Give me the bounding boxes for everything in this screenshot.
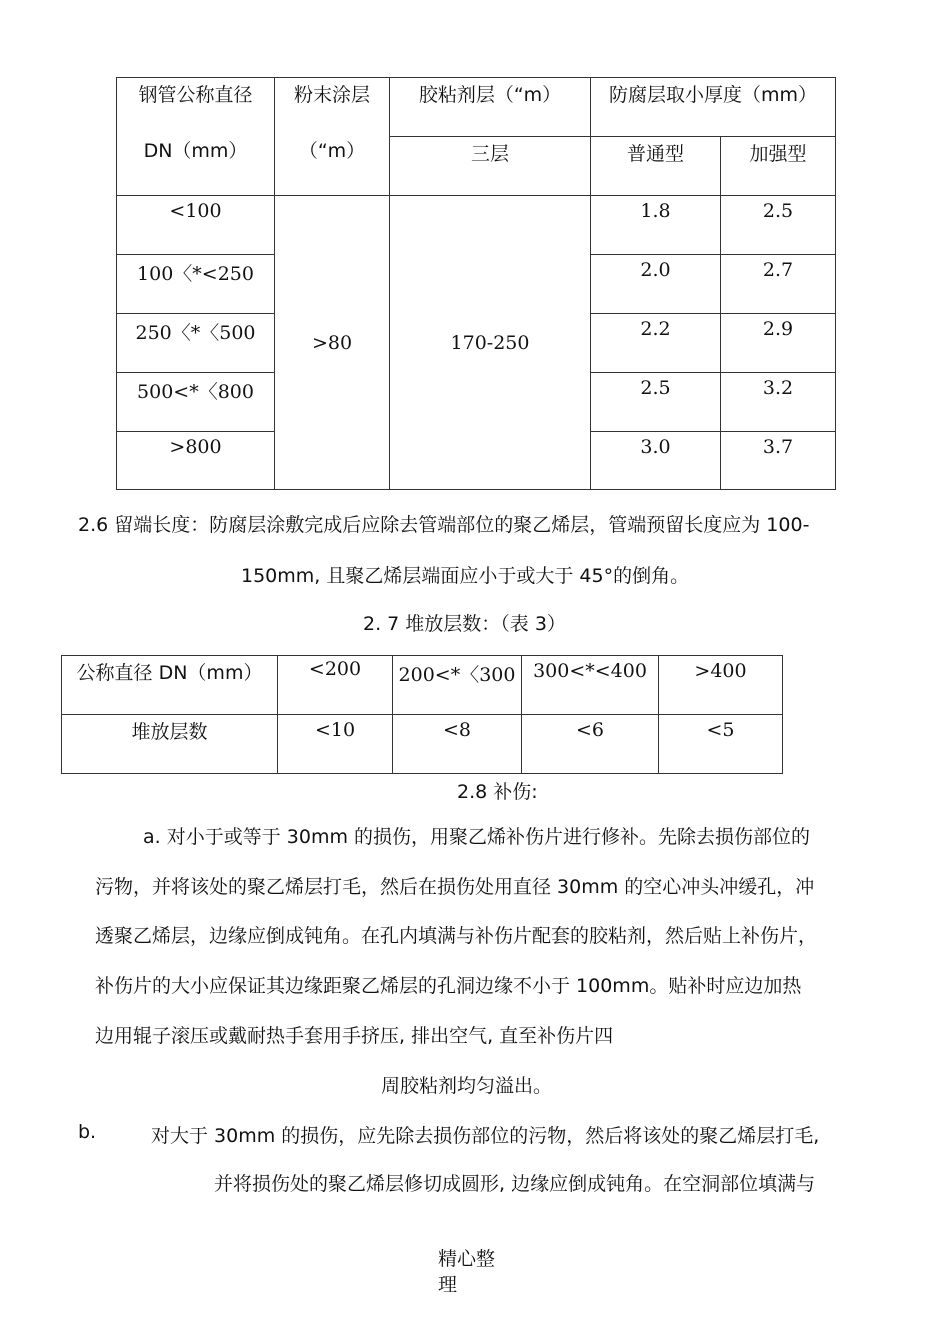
header-strong-cell: [721, 137, 836, 196]
normal-cell: [591, 196, 721, 255]
dn-cell: [117, 432, 275, 490]
normal-cell: [591, 432, 721, 490]
dn-value: 100〈*<250: [137, 263, 254, 285]
para-b-line2: 并将损伤处的聚乙烯层修切成圆形, 边缘应倒成钝角。在空洞部位填满与: [214, 1173, 816, 1195]
table-cell: [393, 715, 522, 774]
header-dn-line1: 钢管公称直径: [138, 84, 253, 106]
para-a-line4: 补伤片的大小应保证其边缘距聚乙烯层的孔洞边缘不小于 100mm。贴补时应边加热: [95, 975, 802, 997]
adhesive-value: 170-250: [450, 331, 530, 354]
cell-text: 堆放层数: [131, 721, 208, 743]
dn-value: <100: [169, 200, 222, 222]
para-a-line6: 周胶粘剂均匀溢出。: [381, 1075, 553, 1097]
strong-cell: [721, 432, 836, 490]
table-cell: [659, 715, 783, 774]
table-row: [117, 196, 836, 255]
para-b-line1: 对大于 30mm 的损伤，应先除去损伤部位的污物，然后将该处的聚乙烯层打毛,: [151, 1125, 820, 1147]
dn-value: 500<*〈800: [137, 381, 254, 403]
coating-thickness-table: [116, 77, 836, 490]
table-row: [62, 715, 783, 774]
table-cell: [278, 715, 393, 774]
heading-2-8: 2.8 补伤:: [457, 781, 538, 803]
footer-line1: 精心整: [438, 1248, 496, 1270]
dn-cell: [117, 373, 275, 432]
cell-text: <6: [575, 719, 604, 741]
dn-cell: [117, 255, 275, 314]
powder-cell: [275, 196, 390, 490]
header-dn-line2: DN（mm）: [143, 140, 248, 162]
header-powder-line1: 粉末涂层: [293, 84, 370, 106]
strong-cell: [721, 255, 836, 314]
table-cell: [522, 656, 659, 715]
table-cell: [62, 656, 278, 715]
normal-value: 2.0: [640, 259, 671, 281]
strong-value: 3.2: [762, 377, 794, 399]
table-cell: [278, 656, 393, 715]
dn-value: >800: [169, 436, 222, 458]
para-a-line3: 透聚乙烯层，边缘应倒成钝角。在孔内填满与补伤片配套的胶粘剂，然后贴上补伤片，: [95, 925, 818, 947]
strong-value: 2.9: [762, 318, 794, 340]
header-thickness-cell: [591, 78, 836, 137]
strong-value: 3.7: [762, 436, 794, 458]
strong-value: 2.7: [762, 259, 794, 281]
header-three-layer: 三层: [470, 143, 509, 165]
heading-2-7: 2. 7 堆放层数：（表 3）: [363, 613, 566, 635]
header-adhesive-line1: 胶粘剂层（“m）: [418, 84, 562, 106]
cell-text: <200: [308, 658, 362, 680]
table-cell: [659, 656, 783, 715]
dn-cell: [117, 196, 275, 255]
strong-cell: [721, 314, 836, 373]
para-b-label: b.: [78, 1121, 97, 1143]
powder-value: >80: [311, 331, 353, 354]
para-a-line1: a. 对小于或等于 30mm 的损伤，用聚乙烯补伤片进行修补。先除去损伤部位的: [143, 826, 810, 848]
header-three-layer-cell: [390, 137, 591, 196]
cell-text: 200<*〈300: [398, 664, 516, 686]
header-normal: 普通型: [626, 143, 684, 165]
strong-value: 2.5: [762, 200, 794, 222]
dn-cell: [117, 314, 275, 373]
header-dn-cell: [117, 78, 275, 196]
cell-text: 公称直径 DN（mm）: [76, 662, 263, 684]
strong-cell: [721, 373, 836, 432]
dn-value: 250〈*〈500: [135, 322, 256, 344]
normal-value: 3.0: [640, 436, 671, 458]
stacking-table: [61, 655, 783, 774]
normal-cell: [591, 373, 721, 432]
cell-text: >400: [694, 660, 747, 682]
adhesive-cell: [390, 196, 591, 490]
cell-text: 300<*<400: [533, 660, 647, 682]
header-powder-cell: [275, 78, 390, 196]
normal-value: 2.5: [640, 377, 671, 399]
table-row: [62, 656, 783, 715]
cell-text: <5: [706, 719, 735, 741]
header-strong: 加强型: [749, 143, 807, 165]
cell-text: <8: [442, 719, 471, 741]
table-cell: [522, 715, 659, 774]
header-powder-line2: （“m）: [298, 140, 366, 162]
footer-line2: 理: [438, 1274, 458, 1296]
para-a-line5: 边用辊子滚压或戴耐热手套用手挤压, 排出空气, 直至补伤片四: [95, 1025, 614, 1047]
para-2-6-line1: 2.6 留端长度：防腐层涂敷完成后应除去管端部位的聚乙烯层，管端预留长度应为 100-: [78, 514, 810, 536]
header-normal-cell: [591, 137, 721, 196]
para-2-6-line2: 150mm, 且聚乙烯层端面应小于或大于 45°的倒角。: [241, 565, 690, 587]
header-thickness-title: 防腐层取小厚度（mm）: [608, 84, 818, 106]
strong-cell: [721, 196, 836, 255]
normal-value: 2.2: [640, 318, 671, 340]
normal-cell: [591, 255, 721, 314]
normal-value: 1.8: [640, 200, 671, 222]
header-adhesive-cell: [390, 78, 591, 137]
table-cell: [393, 656, 522, 715]
cell-text: <10: [314, 719, 356, 741]
table-cell: [62, 715, 278, 774]
para-a-line2: 污物，并将该处的聚乙烯层打毛，然后在损伤处用直径 30mm 的空心冲头冲缓孔，冲: [95, 876, 815, 898]
normal-cell: [591, 314, 721, 373]
